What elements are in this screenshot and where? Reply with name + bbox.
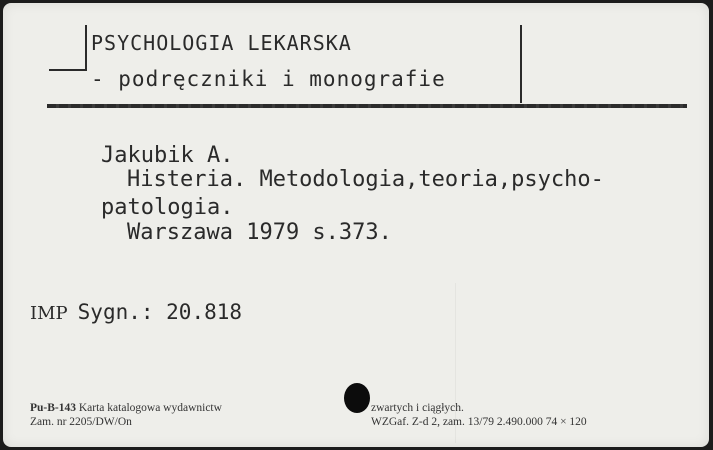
entry-title-line2: patologia. — [101, 195, 234, 220]
footer-right-line1: zwartych i ciągłych. — [371, 402, 464, 414]
call-number-text: Sygn.: 20.818 — [77, 300, 243, 324]
entry-title-line1: Histeria. Metodologia,teoria,psycho- — [127, 167, 604, 192]
call-number — [30, 300, 242, 324]
entry-author: Jakubik A. — [101, 143, 234, 168]
header-title: PSYCHOLOGIA LEKARSKA — [91, 31, 352, 55]
entry-publication: Warszawa 1979 s.373. — [127, 220, 392, 245]
footer-left-line1 — [30, 402, 222, 414]
footer-form-description: Karta katalogowa wydawnictw — [76, 402, 222, 414]
header-right-divider — [520, 25, 522, 103]
footer-right-line2: WZGaf. Z-d 2, zam. 13/79 2.490.000 74 × 120 — [371, 416, 587, 428]
call-number-prefix: IMP — [30, 303, 68, 324]
header-subtitle: - podręczniki i monografie — [91, 67, 446, 91]
punch-hole — [344, 383, 370, 413]
footer-form-code: Pu-B-143 — [30, 402, 76, 414]
header-rule — [47, 104, 687, 108]
header-bracket-vertical — [85, 25, 87, 71]
footer-left-line2: Zam. nr 2205/DW/On — [30, 416, 132, 428]
catalog-card — [3, 3, 709, 447]
header-bracket-horizontal — [49, 69, 87, 71]
